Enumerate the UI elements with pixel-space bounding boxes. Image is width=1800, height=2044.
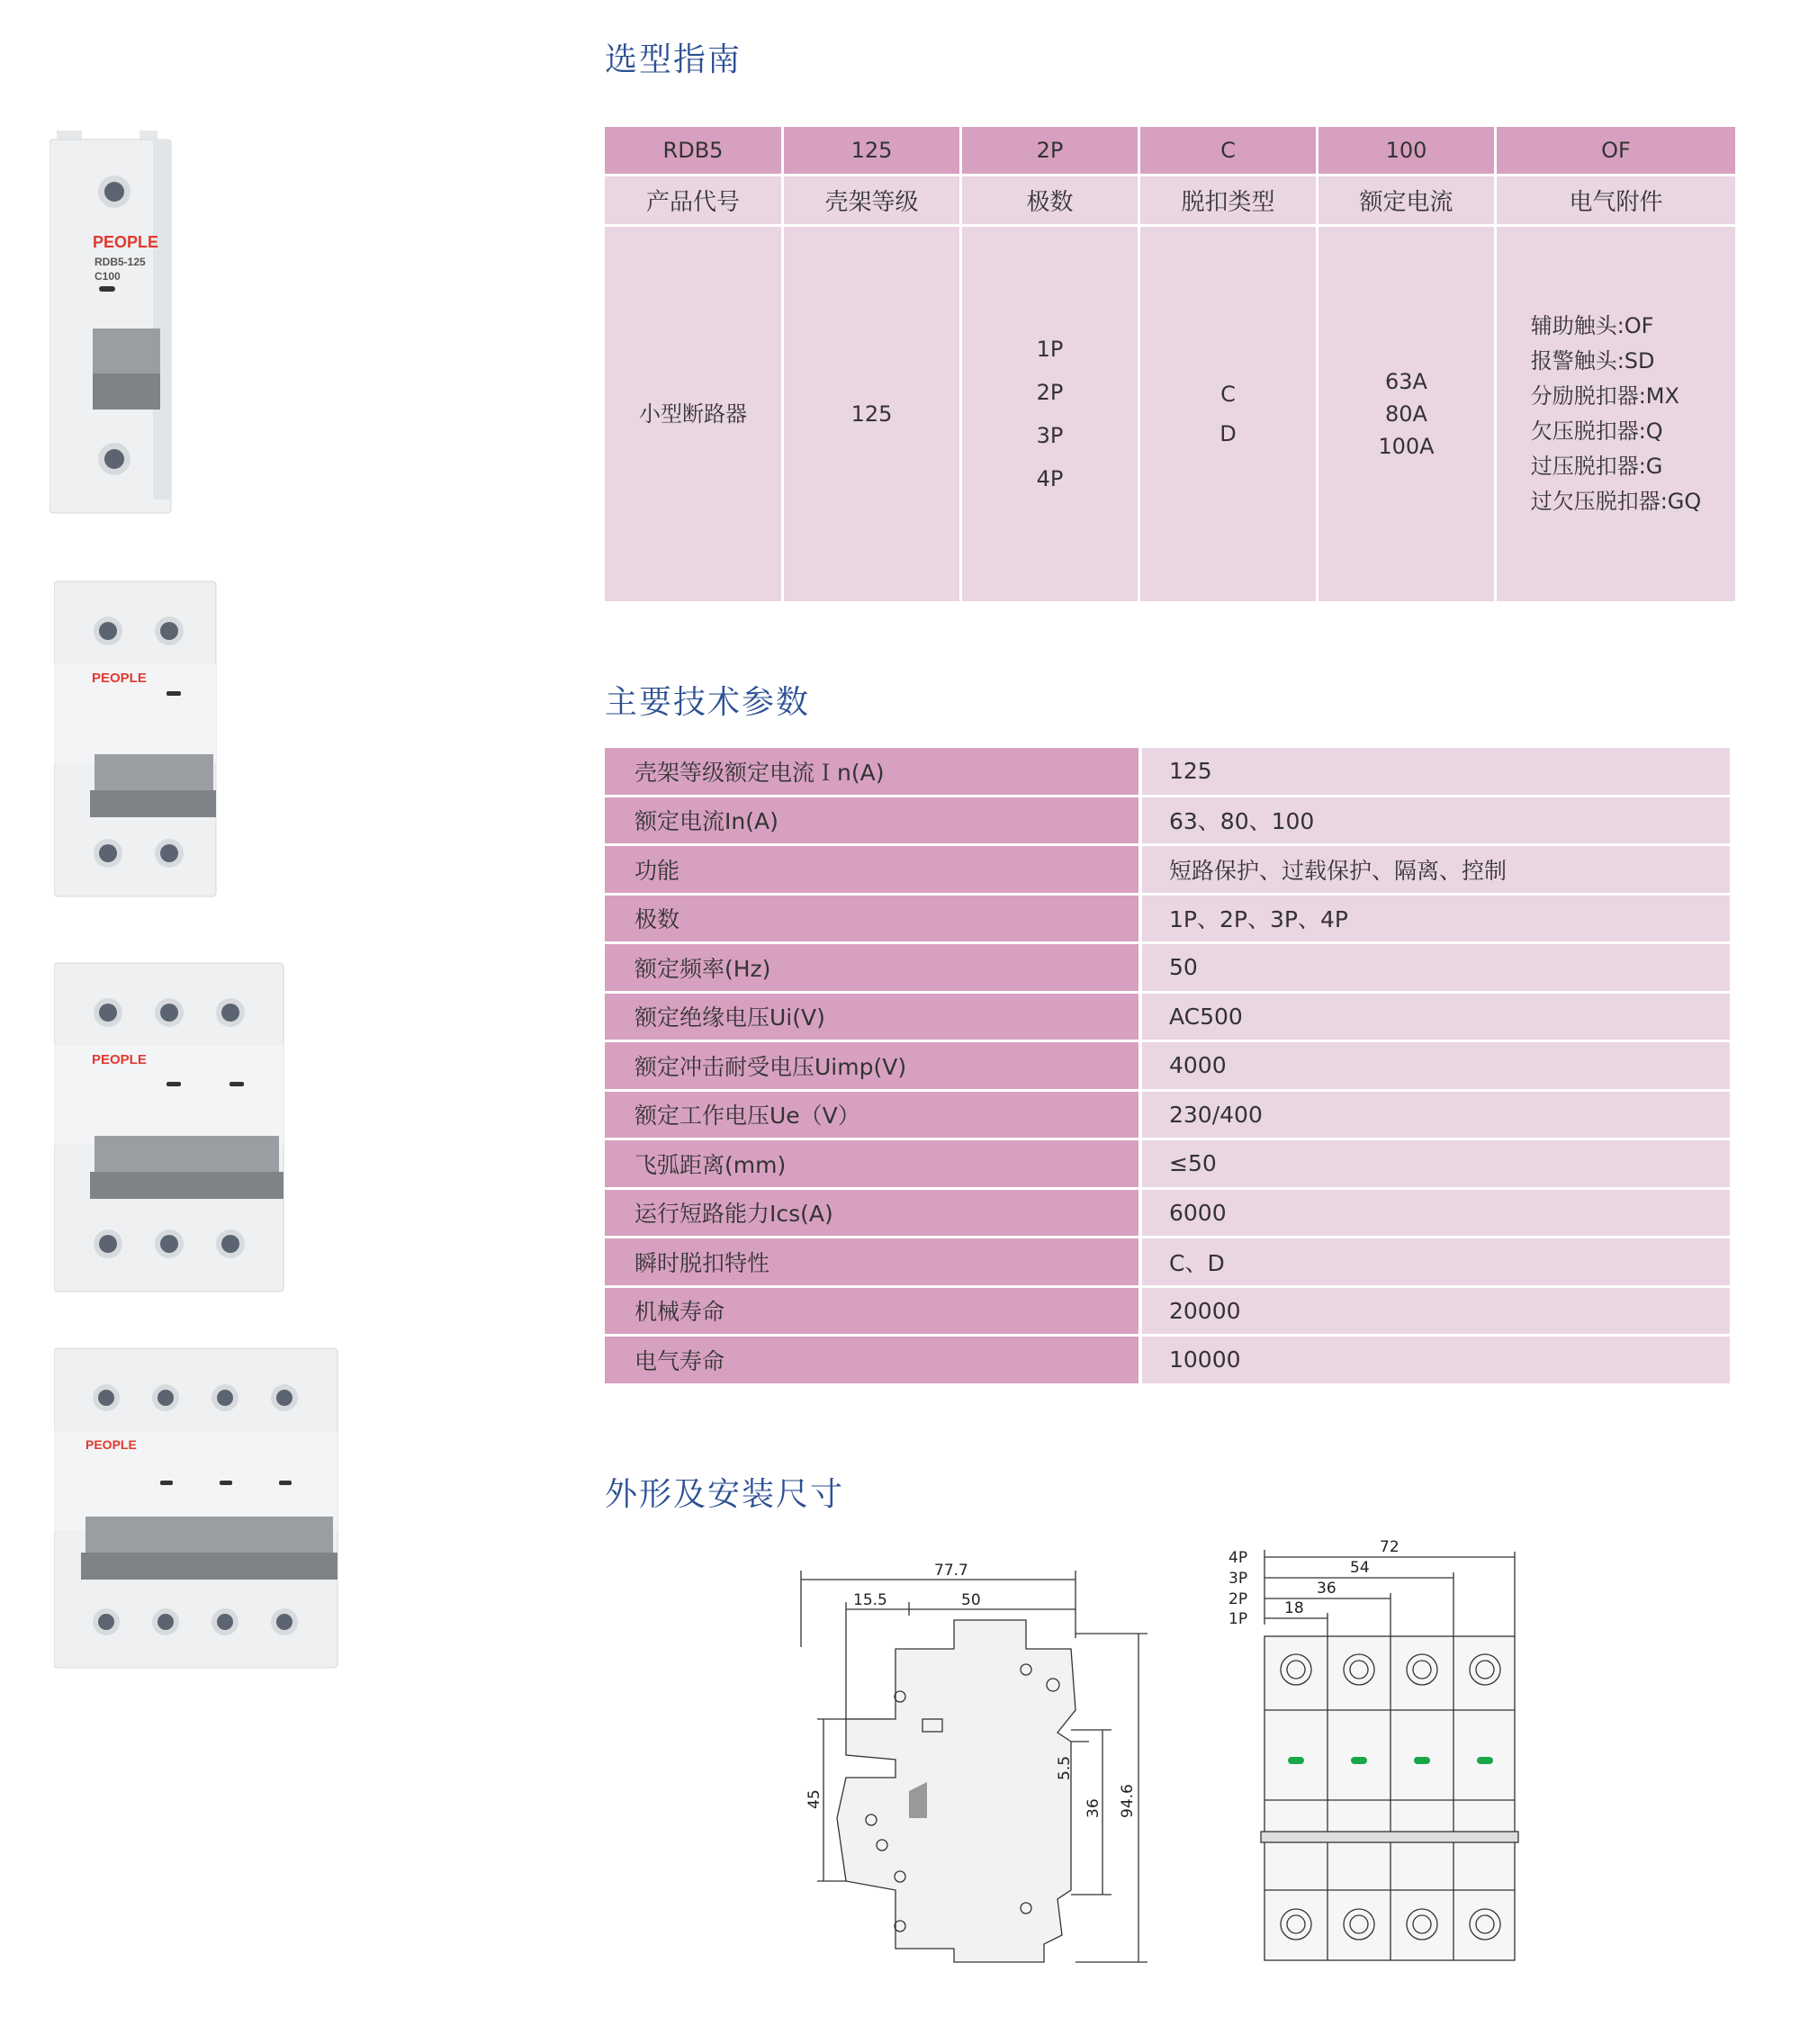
table-row	[605, 748, 1730, 795]
selection-code: C	[1140, 127, 1316, 174]
selection-title: 选型指南	[605, 41, 742, 78]
param-key: 飞弧距离(mm)	[605, 1140, 1138, 1187]
dim-w18: 18	[1284, 1599, 1304, 1617]
param-key: 额定绝缘电压Ui(V)	[605, 994, 1138, 1040]
param-value: 230/400	[1142, 1092, 1730, 1139]
table-row	[605, 1288, 1730, 1335]
selection-value: 3P	[1036, 423, 1064, 448]
table-row	[605, 1042, 1730, 1089]
params-title: 主要技术参数	[605, 684, 811, 721]
selection-code: OF	[1497, 127, 1735, 174]
selection-value: 辅助触头:OF	[1530, 313, 1654, 338]
pole-label: 4P	[1228, 1549, 1248, 1567]
table-row	[605, 846, 1730, 893]
table-row	[605, 994, 1730, 1040]
svg-text:PEOPLE: PEOPLE	[92, 1052, 147, 1067]
selection-label: 额定电流	[1318, 176, 1494, 224]
table-row	[605, 1337, 1730, 1383]
selection-label: 脱扣类型	[1140, 176, 1316, 224]
table-row	[605, 1140, 1730, 1187]
param-value: 4000	[1142, 1042, 1730, 1089]
param-value: 125	[1142, 748, 1730, 795]
selection-value: 80A	[1385, 401, 1427, 427]
dim-h36: 36	[1084, 1798, 1102, 1818]
svg-text:C100: C100	[94, 270, 121, 283]
selection-col-frame	[784, 127, 959, 601]
selection-value: 1P	[1036, 337, 1064, 362]
param-value: 短路保护、过载保护、隔离、控制	[1142, 846, 1730, 893]
pole-label: 2P	[1228, 1590, 1248, 1608]
pole-label: 3P	[1228, 1570, 1248, 1588]
selection-col-trip	[1140, 127, 1316, 601]
param-value: 6000	[1142, 1190, 1730, 1237]
params-table	[605, 748, 1730, 1386]
table-row	[605, 797, 1730, 844]
selection-code: 100	[1318, 127, 1494, 174]
dim-w36: 36	[1317, 1580, 1336, 1598]
param-value: 10000	[1142, 1337, 1730, 1383]
param-value: 1P、2P、3P、4P	[1142, 896, 1730, 942]
selection-value: 2P	[1036, 380, 1064, 405]
param-value: C、D	[1142, 1238, 1730, 1285]
selection-value: 63A	[1385, 369, 1427, 394]
selection-col-accessories	[1497, 127, 1735, 601]
param-key: 运行短路能力Ics(A)	[605, 1190, 1138, 1237]
selection-value: 过压脱扣器:G	[1530, 454, 1663, 479]
param-value: AC500	[1142, 994, 1730, 1040]
selection-code: 125	[784, 127, 959, 174]
param-key: 壳架等级额定电流Ｉn(A)	[605, 748, 1138, 795]
param-key: 额定工作电压Ue（V）	[605, 1092, 1138, 1139]
param-key: 电气寿命	[605, 1337, 1138, 1383]
selection-label: 电气附件	[1497, 176, 1735, 224]
param-key: 额定冲击耐受电压Uimp(V)	[605, 1042, 1138, 1089]
selection-label: 产品代号	[605, 176, 781, 224]
selection-value: 报警触头:SD	[1530, 348, 1655, 374]
selection-code: RDB5	[605, 127, 781, 174]
selection-col-product	[605, 127, 781, 601]
selection-value: 小型断路器	[639, 401, 747, 427]
table-row	[605, 944, 1730, 991]
brand-logo: PEOPLE	[93, 233, 159, 251]
dimensions-title: 外形及安装尺寸	[605, 1476, 845, 1513]
side-view-drawing	[747, 1548, 1170, 1971]
table-row	[605, 1092, 1730, 1139]
selection-value: 100A	[1378, 434, 1435, 459]
product-image-1p	[50, 131, 176, 522]
selection-label: 极数	[962, 176, 1138, 224]
dim-width50: 50	[961, 1591, 981, 1609]
table-row	[605, 1238, 1730, 1285]
svg-text:PEOPLE: PEOPLE	[86, 1437, 137, 1452]
table-row	[605, 1190, 1730, 1237]
dim-h94: 94.6	[1119, 1784, 1137, 1818]
param-value: 20000	[1142, 1288, 1730, 1335]
pole-label: 1P	[1228, 1610, 1248, 1628]
selection-code: 2P	[962, 127, 1138, 174]
product-image-4p	[54, 1341, 342, 1674]
selection-value: 4P	[1036, 466, 1064, 491]
param-value: ≤50	[1142, 1140, 1730, 1187]
selection-value: D	[1220, 421, 1237, 446]
front-view-drawing	[1228, 1530, 1539, 1971]
dim-h45: 45	[806, 1789, 824, 1809]
param-key: 机械寿命	[605, 1288, 1138, 1335]
svg-text:RDB5-125: RDB5-125	[94, 256, 146, 268]
selection-value: 欠压脱扣器:Q	[1530, 419, 1663, 444]
selection-value: 125	[850, 401, 893, 427]
param-value: 50	[1142, 944, 1730, 991]
param-key: 功能	[605, 846, 1138, 893]
param-key: 瞬时脱扣特性	[605, 1238, 1138, 1285]
table-row	[605, 896, 1730, 942]
selection-label: 壳架等级	[784, 176, 959, 224]
selection-col-current	[1318, 127, 1494, 601]
selection-table	[605, 127, 1735, 601]
svg-text:PEOPLE: PEOPLE	[92, 671, 147, 686]
dim-offset: 15.5	[853, 1591, 887, 1609]
dim-depth: 77.7	[934, 1562, 968, 1580]
selection-value: 分励脱扣器:MX	[1530, 383, 1679, 409]
product-image-3p	[54, 956, 288, 1298]
param-value: 63、80、100	[1142, 797, 1730, 844]
dim-w54: 54	[1350, 1559, 1370, 1577]
selection-value: 过欠压脱扣器:GQ	[1530, 489, 1702, 514]
selection-col-poles	[962, 127, 1138, 601]
dim-w72: 72	[1380, 1538, 1400, 1556]
param-key: 额定频率(Hz)	[605, 944, 1138, 991]
param-key: 极数	[605, 896, 1138, 942]
selection-value: C	[1220, 382, 1236, 407]
dim-h5: 5.5	[1056, 1755, 1074, 1780]
param-key: 额定电流In(A)	[605, 797, 1138, 844]
product-image-2p	[54, 574, 220, 903]
